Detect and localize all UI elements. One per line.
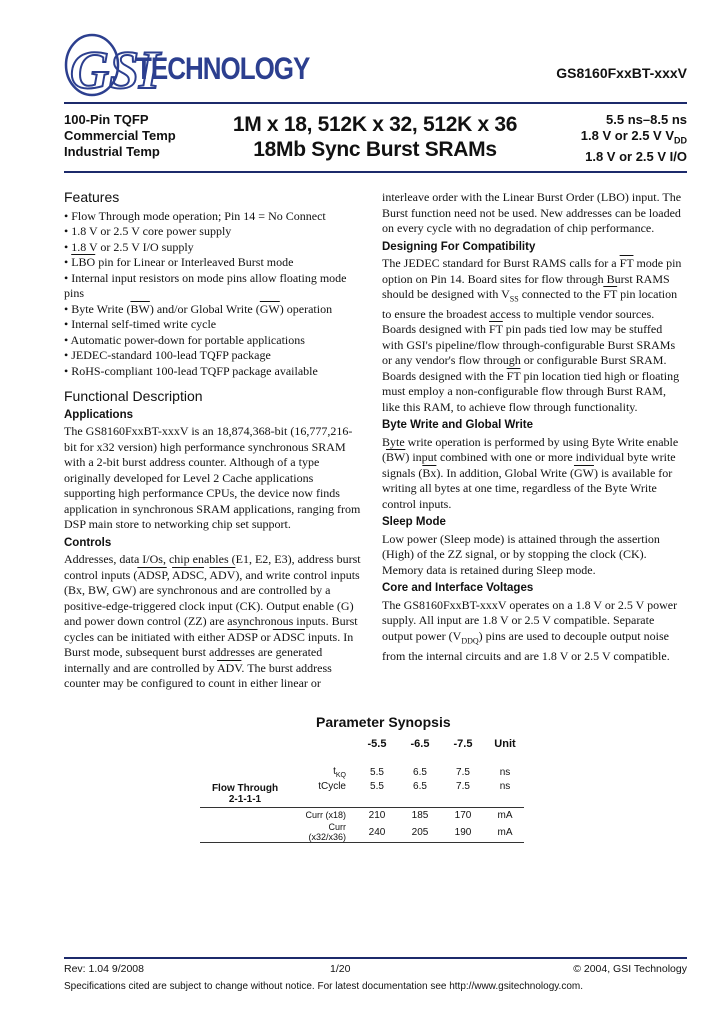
applications-heading: Applications <box>64 408 134 421</box>
feature-item <box>64 255 364 271</box>
table-cell: 185 <box>411 809 429 821</box>
adsc-signal: ADSC <box>172 567 205 582</box>
table-cell <box>290 793 524 808</box>
logo-letters: GSI <box>70 40 161 100</box>
table-cell <box>290 737 354 751</box>
speed-range: 5.5 ns–8.5 ns <box>606 112 687 127</box>
document-title <box>230 112 520 162</box>
adsp-signal: ADSP <box>227 629 258 644</box>
vdd-sub: DD <box>674 135 687 146</box>
title-rule <box>64 171 687 173</box>
ft-signal: $\overline{FT}$ <box>603 287 618 301</box>
table-cell: 5.5 <box>370 766 384 778</box>
table-row <box>200 765 524 779</box>
page-number: 1/20 <box>330 963 351 975</box>
group-label-line: Flow Through <box>211 783 279 794</box>
logo-word: TECHNOLOGY <box>136 52 310 87</box>
feature-item: • RoHS-compliant 100-lead TQFP package available <box>64 364 364 380</box>
adsp-signal: ADSP <box>137 567 167 582</box>
bx-signal: $\overline{Bx}$ <box>422 465 437 480</box>
feature-item: • Internal input resistors on mode pins allow floating mode pins <box>64 271 364 302</box>
text: ) operation <box>279 301 333 316</box>
tkq-main: t <box>333 765 336 777</box>
text: ) is available for writing all bytes at one time, regardless of the Byte Write control inputs. <box>382 465 673 511</box>
functional-heading: Functional Description <box>64 388 203 404</box>
lbo-pin: $\overline{LBO}$ <box>71 255 96 269</box>
ft-signal: $\overline{FT}$ <box>619 256 634 270</box>
byte-write-heading: Byte Write and Global Write <box>382 419 534 432</box>
gw-signal: $\overline{GW}$ <box>573 465 594 480</box>
table-header-row <box>200 737 524 751</box>
text: The GS8160FxxBT-xxxV operates on a 1.8 V or 2.5 V power supply. All input are 1.8 V or 2.5 V compatible. Separate output power (V <box>382 597 678 643</box>
core-voltage-heading: Core and Interface Voltages <box>382 582 534 595</box>
feature-item: • Automatic power-down for portable applications <box>64 333 364 349</box>
burst-order-text: interleave order with the Linear Burst Order (LBO) input. The Burst function need not be used. New addresses can be loaded on every cycle with no degradation of chip performance. <box>382 190 682 235</box>
parameter-synopsis-title: Parameter Synopsis <box>316 714 451 730</box>
package-line: Commercial Temp <box>64 128 176 143</box>
col-header: -7.5 <box>453 738 473 750</box>
revision: Rev: 1.04 9/2008 <box>64 963 144 975</box>
logo-graphic <box>64 30 310 100</box>
text: Byte Write ( <box>71 301 131 316</box>
vdd-spec <box>581 128 687 149</box>
bw-signal: $\overline{BW}$ <box>386 450 406 465</box>
part-number: GS8160FxxBT-xxxV <box>556 65 687 81</box>
row-label: Curr (x18) <box>305 810 346 820</box>
text: pin location tied high or floating must employ a non-configurable flow through Burst RAM, like this RAM, to achieve flow through functionality. <box>382 368 680 414</box>
group-label <box>200 779 290 808</box>
table-row <box>200 822 524 843</box>
text: mode pin option on Pin 14. Board sites for flow through Burst RAMS should be designed with V <box>382 256 682 301</box>
text: inputs. In Burst mode, subsequent burst addresses are generated internally and are controlled by <box>64 629 354 675</box>
vdd-main: 1.8 V or 2.5 V V <box>580 128 674 143</box>
col-header: -5.5 <box>367 738 387 750</box>
header-rule <box>64 102 687 104</box>
adsc-signal: ADSC <box>272 629 305 644</box>
adv-signal: $\overline{ADV}$ <box>209 567 236 582</box>
table-cell: 190 <box>454 826 472 838</box>
table-cell: 170 <box>454 809 472 821</box>
ft-signal: $\overline{FT}$ <box>489 322 503 337</box>
table-cell: 6.5 <box>413 780 427 792</box>
table-cell: 7.5 <box>456 766 470 778</box>
feature-item: • 1.8 V or 2.5 V I/O supply <box>64 240 364 256</box>
title-line-2: 18Mb Sync Burst SRAMs <box>253 138 497 161</box>
text: ) pins are used to decouple output noise from the internal circuits and are 1.8 V or 2.5 V compatible. <box>382 628 670 663</box>
package-line: Industrial Temp <box>64 144 160 159</box>
text: , <box>204 567 210 582</box>
text: ). In addition, Global Write ( <box>436 465 574 480</box>
gw-signal: $\overline{GW}$ <box>259 301 280 316</box>
group-label-line: 2-1-1-1 <box>228 794 262 805</box>
table-row <box>200 808 524 823</box>
designing-text <box>382 256 682 415</box>
footer-notice: Specifications cited are subject to change without notice. For latest documentation see http://www.gsitechnology.com. <box>64 981 583 992</box>
table-cell: 5.5 <box>370 780 384 792</box>
right-column <box>382 190 682 664</box>
feature-item: • Flow Through mode operation; Pin 14 = No Connect <box>64 209 364 225</box>
adv-signal: $\overline{ADV}$ <box>216 660 242 675</box>
table-cell <box>200 808 290 823</box>
table-row <box>200 779 524 793</box>
text: Addresses, data I/Os, chip enables (E1, E2, E3), address burst control inputs ( <box>64 552 361 582</box>
text: ), and write control inputs (Bx, BW, GW) are synchronous and are controlled by a positive-edge-triggered clock input (CK). Output enable (G) and power down control (ZZ) are asynchronous inputs. Burst cycles can be initiated with either <box>64 567 360 644</box>
sleep-text: Low power (Sleep mode) is attained through the assertion (High) of the ZZ signal, or by stopping the clock (CK). Memory data is retained during Sleep mode. <box>382 531 660 577</box>
applications-text: The GS8160FxxBT-xxxV is an 18,874,368-bit (16,777,216-bit for x32 version) high performance synchronous SRAM with a 2-bit burst address counter. Although of a type originally developed for Level 2 Cache applications supporting high performance CPUs, the device now finds application in synchronous SRAM applications, ranging from DSP main store to networking chip set support. <box>64 424 361 531</box>
row-label: Curr (x32/x36) <box>308 822 346 842</box>
feature-item: • Internal self-timed write cycle <box>64 317 364 333</box>
text: pin pads tied low may be stuffed with GSI's pipeline/flow through-configurable Burst SRAMs or any vendor's flow through or configurable Burst SRAM. Boards designed with the <box>382 322 676 383</box>
designing-heading: Designing For Compatibility <box>382 240 536 253</box>
tkq-sub: KQ <box>335 771 346 779</box>
text: ) input combined with one or more individual byte write signals ( <box>382 450 676 480</box>
table-cell <box>200 765 290 779</box>
table-cell <box>200 751 524 765</box>
table-cell: mA <box>497 809 513 821</box>
table-cell <box>200 737 290 751</box>
table-cell: ns <box>499 780 511 792</box>
table-cell: 7.5 <box>456 780 470 792</box>
col-header: Unit <box>494 738 516 750</box>
bw-signal: $\overline{BW}$ <box>130 301 150 316</box>
text: Byte write operation is performed by using Byte Write enable ( <box>382 434 679 465</box>
sleep-heading: Sleep Mode <box>382 516 446 529</box>
title-line-1: 1M x 18, 512K x 32, 512K x 36 <box>232 113 518 136</box>
package-line: 100-Pin TQFP <box>64 112 149 127</box>
ft-signal: $\overline{FT}$ <box>506 368 521 383</box>
row-label: tCycle <box>318 780 346 792</box>
features-list <box>64 209 364 380</box>
text: ) and/or Global Write ( <box>149 301 260 316</box>
spec-summary <box>581 112 687 165</box>
spacer-row <box>200 751 524 765</box>
text: or <box>257 629 273 644</box>
vddq-sub: DDQ <box>461 636 479 646</box>
controls-heading: Controls <box>64 536 112 549</box>
table-cell <box>200 822 290 843</box>
feature-item <box>64 302 364 318</box>
text: The JEDEC standard for Burst RAMS calls for a <box>382 256 620 270</box>
table-cell: 210 <box>368 809 386 821</box>
col-header: -6.5 <box>410 738 430 750</box>
package-info <box>64 112 176 160</box>
feature-item: • 1.8 V or 2.5 V core power supply <box>64 224 364 240</box>
table-cell: 240 <box>368 826 386 838</box>
table-cell: 6.5 <box>413 766 427 778</box>
features-heading: Features <box>64 189 120 205</box>
lbo-text: pin for Linear or Interleaved Burst mode <box>95 255 294 269</box>
text: connected to the <box>518 287 604 301</box>
text: . The burst address counter may be configured to count in either linear or <box>64 660 332 690</box>
parameter-table <box>200 737 524 843</box>
table-cell: mA <box>497 826 513 838</box>
io-spec: 1.8 V or 2.5 V I/O <box>585 148 687 164</box>
table-cell: 205 <box>411 826 429 838</box>
row-label <box>290 765 354 779</box>
gsi-technology-logo <box>64 30 310 100</box>
copyright: © 2004, GSI Technology <box>573 963 687 975</box>
vss-sub: SS <box>509 294 519 304</box>
feature-item: • JEDEC-standard 100-lead TQFP package <box>64 348 364 364</box>
table-cell: ns <box>499 766 511 778</box>
text: , <box>166 567 173 582</box>
byte-write-text <box>382 435 682 513</box>
core-voltage-text <box>382 598 682 664</box>
left-column <box>64 190 364 692</box>
controls-text <box>64 552 364 692</box>
footer-rule <box>64 957 687 959</box>
text: pin location to ensure the broadest access to multiple vendor sources. Boards designed with <box>382 287 678 337</box>
